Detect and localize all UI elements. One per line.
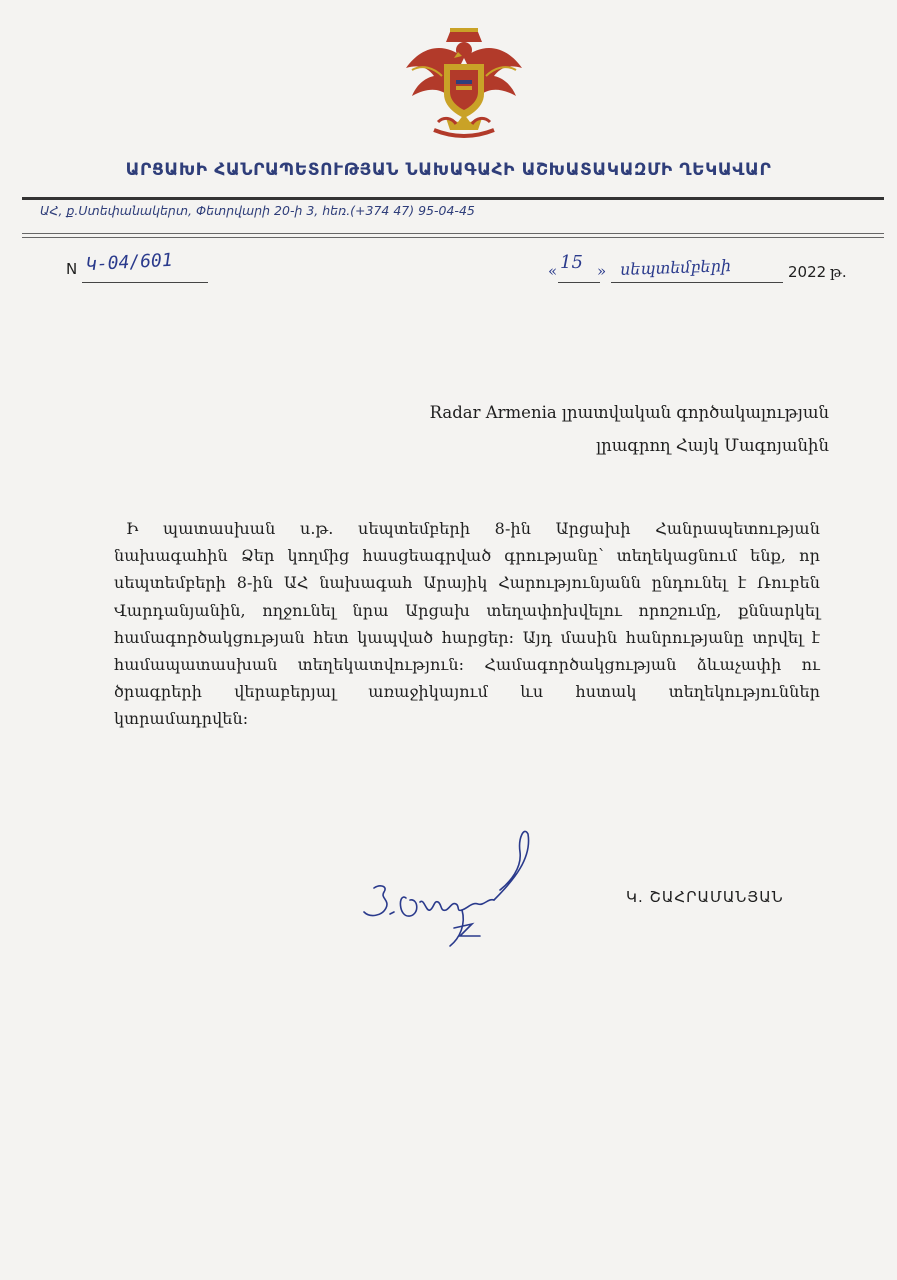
addressee-line: Radar Armenia լրատվական գործակալության (429, 403, 829, 422)
date-suffix: թ. (830, 263, 847, 281)
date-month: սեպտեմբերի (619, 256, 732, 279)
date-year: 2022 (788, 263, 827, 281)
date-day: 15 (560, 252, 583, 273)
date-open-quote: « (548, 262, 558, 280)
date-close-quote: » (597, 262, 607, 280)
header-divider (22, 197, 884, 200)
signer-name: Կ. ՇԱՀՐԱՄԱՆՅԱՆ (626, 888, 784, 906)
reference-label: N (66, 260, 78, 278)
addressee-block (430, 396, 829, 462)
organization-title: ԱՐՑԱԽԻ ՀԱՆՐԱՊԵՏՈՒԹՅԱՆ ՆԱԽԱԳԱՀԻ ԱՇԽԱՏԱԿԱԶՄԻ ՂԵԿԱՎԱՐ (125, 160, 772, 180)
artsakh-coat-of-arms-icon (398, 18, 530, 140)
organization-address: ԱՀ, ք.Ստեփանակերտ, Փետրվարի 20-ի 3, հեռ.(+374 47) 95-04-45 (40, 203, 475, 218)
handwritten-signature-icon (350, 828, 540, 968)
header-divider-thin (22, 237, 884, 238)
reference-underline (82, 282, 208, 283)
reference-number: Կ-04/601 (85, 249, 174, 276)
date-month-underline (611, 282, 783, 283)
addressee-line: լրագրող Հայկ Մագոյանին (596, 436, 829, 455)
header-divider-thin (22, 233, 884, 234)
date-day-underline (558, 282, 600, 283)
letter-body: Ի պատասխան ս.թ. սեպտեմբերի 8-ին Արցախի Հանրապետության նախագահին Ձեր կողմից հասցեագրված գրությանը՝ տեղեկացնում ենք, որ սեպտեմբերի 8-ին ԱՀ նախագահ Արայիկ Հարությունյանն ընդունել է Ռուբեն Վարդանյանին, ողջունել նրա Արցախ տեղափոխվելու որոշումը, քննարկել համագործակցության հետ կապված հարցեր: Այդ մասին հանրությանը տրվել է համապատասխան տեղեկատվություն: Համագործակցության ձևաչափի ու ծրագրերի վերաբերյալ առաջիկայում ևս հստակ տեղեկություններ կտրամադրվեն: (114, 519, 820, 729)
